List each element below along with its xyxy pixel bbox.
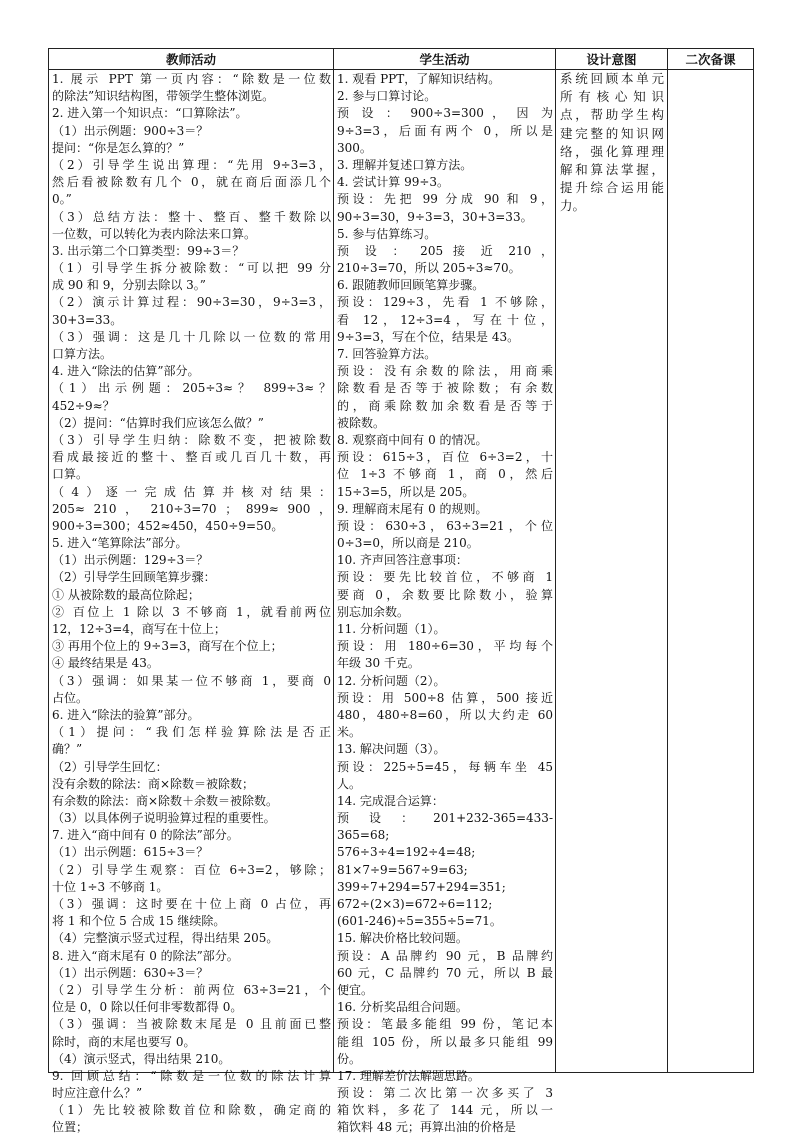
student-line: 除数看是否等于被除数；有余数 [337, 381, 553, 396]
design-line: 点，帮助学生构 [560, 107, 664, 123]
teacher-line: 除时，商的末尾也要写 0。 [52, 1034, 196, 1049]
student-line: 11. 分析问题（1）。 [337, 622, 446, 636]
lesson-plan-table [48, 48, 754, 1135]
student-line: 10. 齐声回答注意事项： [337, 553, 468, 568]
student-line: 15. 解决价格比较问题。 [337, 931, 468, 946]
teacher-line: 确？” [52, 742, 83, 757]
teacher-line: （1）出示例题：205÷3≈？ 899÷3≈？ [52, 381, 331, 396]
student-line: 预设：用 500÷8 估算，500 接近 [337, 690, 553, 705]
student-line: 5. 参与估算练习。 [337, 226, 437, 241]
student-line: 672÷(2×3)=672÷6=112; [337, 897, 493, 911]
design-line: 解和算法掌握， [560, 161, 664, 177]
teacher-line: 十位 1÷3 不够商 1。 [52, 879, 169, 894]
teacher-line: ① 从被除数的最高位除起； [52, 587, 200, 602]
teacher-activity-cell [49, 70, 334, 1135]
student-line: 399÷7+294=57+294=351; [337, 879, 506, 894]
teacher-line: 然后看被除数有几个 0，就在商后面添几个 [52, 175, 331, 190]
teacher-line: （1）先比较被除数首位和除数，确定商的 [52, 1103, 331, 1118]
design-line: 力。 [560, 198, 586, 214]
teacher-line: （4）逐一完成估算并核对结果： [52, 484, 331, 499]
teacher-line: （1）引导学生拆分被除数：“可以把 99 分 [52, 261, 331, 276]
content-row [49, 70, 754, 1073]
teacher-line: （4）完整演示竖式过程，得出结果 205。 [52, 931, 279, 946]
student-line: 预设：615÷3，百位 6÷3=2，十 [337, 450, 553, 465]
teacher-line: （2）引导学生回忆： [52, 759, 168, 774]
teacher-line: （1）出示例题：630÷3＝？ [52, 965, 209, 980]
student-line: 预设：用 180÷6=30，平均每个 [337, 639, 553, 654]
teacher-line: 没有余数的除法：商×除数＝被除数； [52, 776, 255, 791]
teacher-line: 3. 出示第二个口算类型：99÷3＝？ [52, 243, 245, 258]
design-line: 系统回顾本单元 [560, 71, 664, 86]
student-line: 份。 [337, 1051, 362, 1066]
student-line: 90÷3=30，9÷3=3，30+3=33。 [337, 209, 533, 224]
student-line: 13. 解决问题（3）。 [337, 742, 446, 757]
teacher-line: 的除法”知识结构图，带领学生整体浏览。 [52, 89, 275, 104]
teacher-line: （3）引导学生归纳：除数不变，把被除数 [52, 432, 331, 447]
teacher-line: 452÷9≈？ [52, 398, 115, 413]
design-intent-text [556, 70, 667, 1071]
teacher-line: 205≈ 210 ， 210÷3=70 ； 899≈ 900 ， [52, 501, 331, 516]
student-line: 预设：第二次比第一次多买了 3 [337, 1086, 553, 1101]
teacher-line: 位置； [52, 1120, 89, 1135]
student-line: 9. 理解商末尾有 0 的规则。 [337, 501, 488, 516]
teacher-line: 900÷3=300；452≈450，450÷9=50。 [52, 518, 284, 533]
teacher-line: 30+3=33。 [52, 312, 123, 327]
teacher-line: 位是 0，0 除以任何非零数都得 0。 [52, 1000, 243, 1015]
student-activity-cell [334, 70, 556, 1135]
student-line: 81×7÷9=567÷9=63; [337, 862, 468, 877]
student-line: 16. 分析奖品组合问题。 [337, 1000, 468, 1015]
teacher-line: 占位。 [52, 690, 89, 705]
student-line: 预设：630÷3，63÷3=21，个位 [337, 518, 553, 533]
student-line: 15÷3=5，所以是 205。 [337, 484, 475, 499]
student-line: 别忘加余数。 [337, 604, 410, 619]
student-line: 365=68; [337, 828, 390, 843]
student-line: 米。 [337, 725, 362, 740]
student-line: 480，480÷8=60，所以大约走 60 [337, 707, 553, 722]
student-line: 576÷3÷4=192÷4=48; [337, 845, 476, 860]
teacher-line: （2）提问：“估算时我们应该怎么做？” [52, 415, 264, 430]
teacher-line: 口算方法。 [52, 347, 113, 361]
teacher-line: ② 百位上 1 除以 3 不够商 1，就看前两位 [52, 604, 331, 619]
student-line: 9÷3=3，后面有两个 0，所以是 [337, 123, 553, 138]
student-line: 3. 理解并复述口算方法。 [337, 157, 473, 172]
design-line: 络，强化算理理 [560, 143, 664, 159]
design-line: 建完整的知识网 [560, 125, 664, 141]
student-line: 年级 30 千克。 [337, 656, 420, 671]
teacher-line: 有余数的除法：商×除数＋余数＝被除数。 [52, 793, 279, 808]
teacher-line: （2）演示计算过程：90÷3=30，9÷3=3， [52, 295, 331, 310]
student-line: 箱饮料，多花了 144 元，所以一 [337, 1103, 553, 1118]
teacher-line: 将 1 和个位 5 合成 15 继续除。 [52, 914, 226, 929]
teacher-line: 12，12÷3=4，商写在十位上； [52, 622, 226, 636]
student-line: 预 设 ： 205 接 近 210 ， [337, 243, 553, 258]
teacher-line: （2）引导学生观察：百位 6÷3=2，够除； [52, 862, 331, 877]
teacher-line: 时应注意什么？” [52, 1086, 143, 1101]
teacher-line: （3）以具体例子说明验算过程的重要性。 [52, 811, 276, 826]
student-line: 8. 观察商中间有 0 的情况。 [337, 432, 488, 447]
student-line: 位 1÷3 不够商 1，商 0，然后 [337, 467, 553, 482]
student-line: 预设：没有余数的除法，用商乘 [337, 364, 553, 379]
teacher-line: （3）总结方法：整十、整百、整千数除以 [52, 209, 331, 224]
student-line: 17. 理解差价法解题思路。 [337, 1068, 480, 1083]
header-teacher-activity: 教师活动 [49, 49, 334, 70]
teacher-line: （4）演示竖式，得出结果 210。 [52, 1051, 231, 1066]
student-line: 预设：先把 99 分成 90 和 9， [337, 192, 553, 207]
student-line: 1. 观看 PPT，了解知识结构。 [337, 72, 501, 86]
student-line: 210÷3=70，所以 205÷3≈70。 [337, 261, 521, 276]
teacher-line: （3）强调：当被除数末尾是 0 且前面已整 [52, 1017, 331, 1032]
student-line: 能组 105 份，所以最多只能组 99 [337, 1034, 553, 1049]
student-line: 0÷3=0，所以商是 210。 [337, 536, 479, 551]
second-prep-cell [668, 70, 754, 1073]
student-line: 预设：要先比较首位，不够商 1 [337, 570, 553, 585]
second-prep-text [668, 70, 753, 1072]
teacher-line: 提问：“你是怎么算的？” [52, 140, 185, 155]
teacher-activity-text [49, 70, 333, 1135]
header-student-activity: 学生活动 [334, 49, 556, 70]
teacher-line: 0。” [52, 192, 72, 207]
teacher-line: （1）出示例题：129÷3＝？ [52, 553, 209, 568]
teacher-line: ④ 最终结果是 43。 [52, 656, 159, 671]
teacher-line: （2）引导学生回顾笔算步骤： [52, 570, 216, 585]
teacher-line: （3）强调：如果某一位不够商 1，要商 0 [52, 673, 331, 688]
teacher-line: （2）引导学生分析：前两位 63÷3=21，个 [52, 982, 331, 997]
teacher-line: （3）强调：这时要在十位上商 0 占位，再 [52, 897, 331, 911]
header-second-prep: 二次备课 [668, 49, 754, 70]
teacher-line: 7. 进入“商中间有 0 的除法”部分。 [52, 828, 239, 843]
student-line: 4. 尝试计算 99÷3。 [337, 175, 450, 190]
student-line: 的，商乘除数加余数看是否等于 [337, 398, 553, 413]
teacher-line: 口算。 [52, 467, 89, 482]
student-line: 9÷3=3，写在个位，结果是 43。 [337, 329, 520, 344]
student-line: 预设：225÷5=45，每辆车坐 45 [337, 759, 553, 774]
teacher-line: （1）出示例题：615÷3＝？ [52, 845, 209, 860]
student-line: 2. 参与口算讨论。 [337, 89, 437, 104]
student-line: 被除数。 [337, 415, 386, 430]
student-line: 300。 [337, 140, 372, 155]
teacher-line: 5. 进入“笔算除法”部分。 [52, 536, 188, 551]
student-line: 人。 [337, 776, 362, 791]
header-design-intent: 设计意图 [556, 49, 668, 70]
student-line: 预设：笔最多能组 99 份，笔记本 [337, 1017, 553, 1032]
teacher-line: 看成最接近的整十、整百或几百几十数，再 [52, 450, 331, 465]
teacher-line: 2. 进入第一个知识点：“口算除法”。 [52, 106, 248, 121]
design-line: 所有核心知识 [560, 89, 664, 105]
teacher-line: （1）提问：“我们怎样验算除法是否正 [52, 725, 331, 740]
student-activity-text [334, 70, 555, 1135]
student-line: 7. 回答验算方法。 [337, 347, 437, 361]
teacher-line: 9. 回顾总结：“除数是一位数的除法计算 [52, 1068, 331, 1083]
student-line: 6. 跟随教师回顾笔算步骤。 [337, 278, 485, 293]
student-line: 预设：129÷3，先看 1 不够除， [337, 295, 553, 310]
teacher-line: （1）出示例题：900÷3＝？ [52, 123, 209, 138]
header-row [49, 49, 754, 70]
teacher-line: （3）强调：这是几十几除以一位数的常用 [52, 329, 331, 344]
student-line: 12. 分析问题（2）。 [337, 673, 446, 688]
student-line: 便宜。 [337, 982, 374, 997]
student-line: 60 元，C 品牌约 70 元，所以 B 最 [337, 965, 553, 980]
student-line: 要商 0，余数要比除数小，验算 [337, 587, 553, 602]
design-intent-cell [556, 70, 668, 1073]
student-line: 预设：A 品牌约 90 元，B 品牌约 [337, 948, 553, 963]
teacher-line: 8. 进入“商末尾有 0 的除法”部分。 [52, 948, 239, 963]
student-line: 箱饮料 48 元；再算出油的价格是 [337, 1120, 516, 1135]
design-line: 提升综合运用能 [560, 180, 664, 196]
teacher-line: 6. 进入“除法的验算”部分。 [52, 707, 200, 722]
teacher-line: ③ 再用个位上的 9÷3=3，商写在个位上； [52, 639, 283, 654]
student-line: 预 设 ： 900÷3=300 ， 因 为 [337, 106, 553, 121]
student-line: 看 12，12÷3=4，写在十位， [337, 312, 553, 327]
teacher-line: （2）引导学生说出算理：“先用 9÷3=3， [52, 157, 331, 172]
teacher-line: 一位数，可以转化为表内除法来口算。 [52, 226, 257, 241]
teacher-line: 4. 进入“除法的估算”部分。 [52, 364, 200, 379]
teacher-line: 成 90 和 9，分别去除以 3。” [52, 278, 206, 293]
student-line: 预 设 ： 201+232-365=433- [337, 811, 553, 826]
student-line: 14. 完成混合运算： [337, 793, 444, 808]
student-line: (601-246)÷5=355÷5=71。 [337, 914, 502, 929]
teacher-line: 1. 展示 PPT 第一页内容：“除数是一位数 [52, 72, 331, 86]
